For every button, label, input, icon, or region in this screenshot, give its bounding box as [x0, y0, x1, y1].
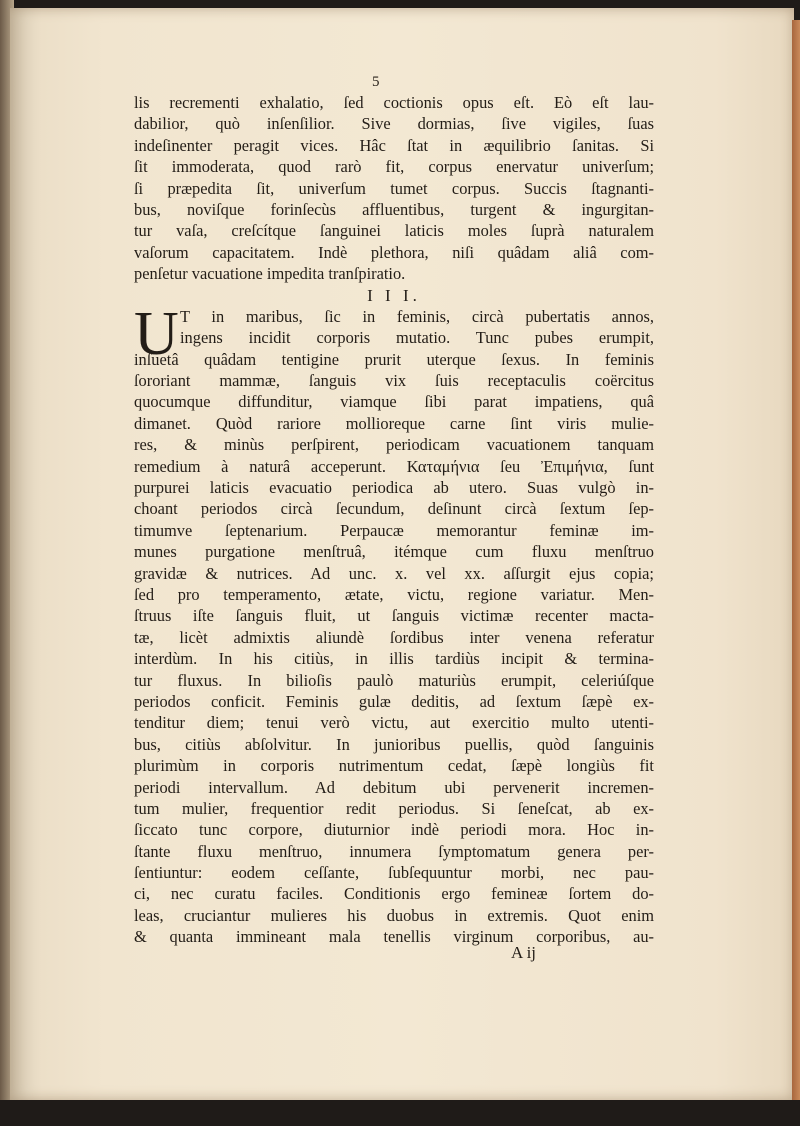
- text-line: vaſorum capacitatem. Indè plethora, niſi quâdam aliâ com-: [134, 242, 654, 262]
- paragraph-continuation: [134, 92, 654, 285]
- section-heading: I I I.: [367, 285, 421, 305]
- drop-cap-lines: [134, 306, 654, 349]
- text-line: penſetur vacuatione impedita tranſpiratio.: [134, 264, 406, 284]
- text-line: leas, cruciantur mulieres his duobus in extremis. Quot enim: [134, 905, 654, 925]
- text-line: ſed pro temperamento, ætate, victu, regione variatur. Men-: [134, 584, 654, 604]
- text-line: tur fluxus. In bilioſis paulò maturiùs erumpit, celeriúſque: [134, 670, 654, 690]
- text-line: T in maribus, ſic in feminis, circà pubertatis annos,: [180, 306, 654, 326]
- text-line: & quanta immineant mala tenellis virginum corporibus, au-: [134, 927, 654, 947]
- text-line: lis recrementi exhalatio, ſed coctionis opus eſt. Eò eſt lau-: [134, 93, 654, 112]
- text-line: ſtruus iſte ſanguis fluit, ut ſanguis victimæ recenter macta-: [134, 606, 654, 626]
- text-line: timumve ſeptenarium. Perpaucæ memorantur feminæ im-: [134, 520, 654, 540]
- text-line: ſit immoderata, quod rarò fit, corpus enervatur univerſum;: [134, 157, 654, 177]
- text-line: plurimùm in corporis nutrimentum cedat, ſæpè longiùs fit: [134, 756, 654, 776]
- text-line: interdùm. In his citiùs, in illis tardiùs incipit & termina-: [134, 649, 654, 669]
- text-line: choant periodos circà ſecundum, deſinunt circà ſextum ſep-: [134, 499, 654, 519]
- section-paragraph: [134, 349, 654, 948]
- text-line: bus, citiùs abſolvitur. In junioribus puellis, quòd ſanguinis: [134, 734, 654, 754]
- text-line: remedium à naturâ acceperunt. Καταμήνια ſeu Ἐπιμήνια, ſunt: [134, 456, 654, 476]
- text-line: purpurei laticis evacuatio periodica ab utero. Suas vulgò in-: [134, 478, 654, 498]
- text-line: ci, nec curatu faciles. Conditionis ergo femineæ ſortem do-: [134, 884, 654, 904]
- text-line: ingens incidit corporis mutatio. Tunc pubes erumpit,: [180, 328, 654, 348]
- drop-cap: U: [134, 299, 179, 368]
- text-line: ſororiant mammæ, ſanguis vix ſuis receptaculis coërcitus: [134, 371, 654, 391]
- text-line: periodos conficit. Feminis gulæ deditis, ad ſextum ſæpè ex-: [134, 691, 654, 711]
- text-line: tum mulier, frequentior redit periodus. Si ſeneſcat, ab ex-: [134, 798, 654, 818]
- text-line: quocumque diffunditur, viamque ſibi parat impatiens, quâ: [134, 392, 654, 412]
- text-line: ſentiuntur: eodem ceſſante, ſubſequuntur morbi, nec pau-: [134, 863, 654, 883]
- text-line: tenditur diem; tenui verò victu, aut exercitio multo utenti-: [134, 713, 654, 733]
- text-line: ſiccato tunc corpore, diuturnior indè periodi mora. Hoc in-: [134, 820, 654, 840]
- text-line: ſtante fluxu menſtruo, innumera ſymptomatum genera per-: [134, 841, 654, 861]
- text-line: bus, noviſque forinſecùs affluentibus, turgent & ingurgitan-: [134, 199, 654, 219]
- text-line: periodi intervallum. Ad debitum ubi pervenerit incremen-: [134, 777, 654, 797]
- text-line: gravidæ & nutrices. Ad unc. x. vel xx. aſſurgit ejus copia;: [134, 563, 654, 583]
- signature-mark: A ij: [511, 943, 537, 962]
- text-line: inſuetâ quâdam tentigine prurit uterque ſexus. In feminis: [134, 349, 654, 369]
- text-line: tæ, licèt admixtis aliundè ſordibus inter venena referatur: [134, 627, 654, 647]
- text-line: indeſinenter peragit vices. Hâc ſtat in æquilibrio ſanitas. Si: [134, 135, 654, 155]
- page-edge: [792, 20, 800, 1100]
- body-text: [134, 92, 654, 948]
- text-line: tur vaſa, creſcítque ſanguinei laticis moles ſuprà naturalem: [134, 221, 654, 241]
- text-line: dabilior, quò inſenſilior. Sive dormias, ſive vigiles, ſuas: [134, 114, 654, 134]
- text-line: ſi præpedita ſit, univerſum tumet corpus. Succis ſtagnanti-: [134, 178, 654, 198]
- text-line: res, & minùs perſpirent, periodicam vacuationem tanquam: [134, 435, 654, 455]
- page-number: 5: [372, 74, 380, 90]
- text-line: munes purgatione menſtruâ, itémque cum fluxu menſtruo: [134, 542, 654, 562]
- text-line: dimanet. Quòd rariore mollioreque carne ſint viris mulie-: [134, 413, 654, 433]
